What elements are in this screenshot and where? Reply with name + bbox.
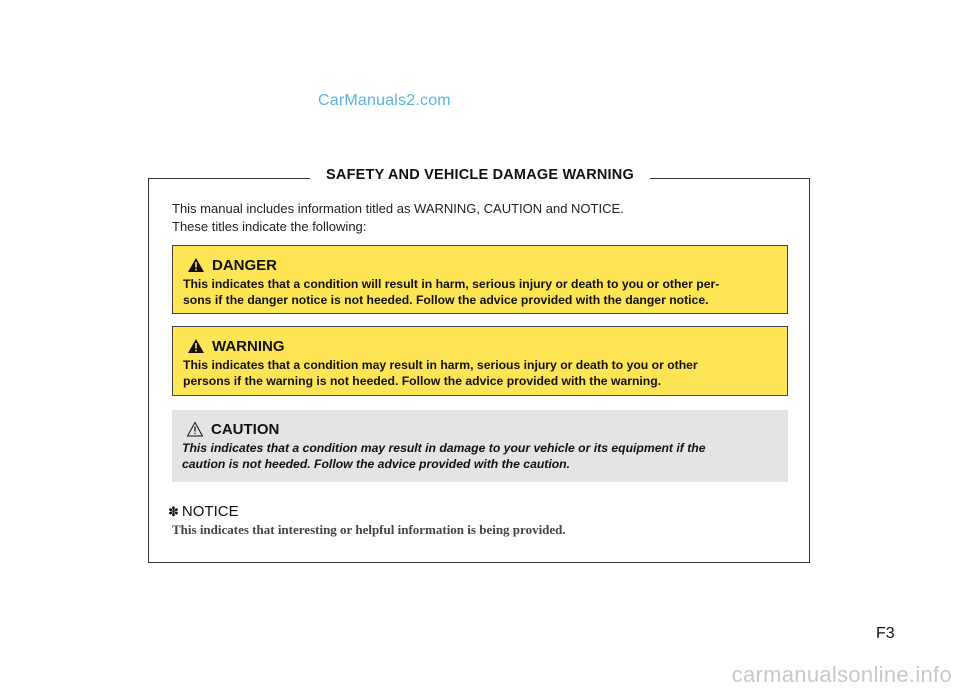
warning-title: WARNING xyxy=(212,337,285,355)
warning-box xyxy=(172,326,788,396)
intro-line-2: These titles indicate the following: xyxy=(172,219,367,234)
watermark-logo-bottom: carmanualsonline.info xyxy=(731,662,952,687)
caution-box xyxy=(172,410,788,482)
danger-box xyxy=(172,245,788,314)
danger-text xyxy=(183,276,777,308)
section-title: SAFETY AND VEHICLE DAMAGE WARNING xyxy=(310,167,650,183)
caution-line-1: This indicates that a condition may result in damage to your vehicle or its equipment if the xyxy=(182,441,706,455)
caution-line-2: caution is not heeded. Follow the advice provided with the caution. xyxy=(182,457,571,471)
warning-triangle-icon xyxy=(187,257,205,273)
warning-text xyxy=(183,357,777,389)
notice-header xyxy=(168,503,239,520)
warning-line-1: This indicates that a condition may result in harm, serious injury or death to you or other xyxy=(183,358,698,372)
caution-text xyxy=(182,440,778,472)
danger-title: DANGER xyxy=(212,256,278,274)
danger-line-1: This indicates that a condition will result in harm, serious injury or death to you or other per- xyxy=(183,277,720,291)
intro-line-1: This manual includes information titled as WARNING, CAUTION and NOTICE. xyxy=(172,201,624,216)
notice-title: NOTICE xyxy=(181,503,239,520)
caution-triangle-icon xyxy=(186,421,204,437)
caution-title: CAUTION xyxy=(211,420,280,438)
notice-asterisk-icon: ✽ xyxy=(168,503,179,519)
intro-text xyxy=(172,200,624,236)
notice-text: This indicates that interesting or helpful information is being provided. xyxy=(172,522,566,537)
page-number: F3 xyxy=(876,625,895,642)
warning-header xyxy=(183,337,777,355)
warning-triangle-icon xyxy=(187,338,205,354)
danger-header xyxy=(183,256,777,274)
caution-header xyxy=(182,420,778,438)
watermark-logo-top: CarManuals2.com xyxy=(318,92,451,109)
warning-line-2: persons if the warning is not heeded. Follow the advice provided with the warning. xyxy=(183,374,662,388)
danger-line-2: sons if the danger notice is not heeded. Follow the advice provided with the danger notice. xyxy=(183,293,709,307)
